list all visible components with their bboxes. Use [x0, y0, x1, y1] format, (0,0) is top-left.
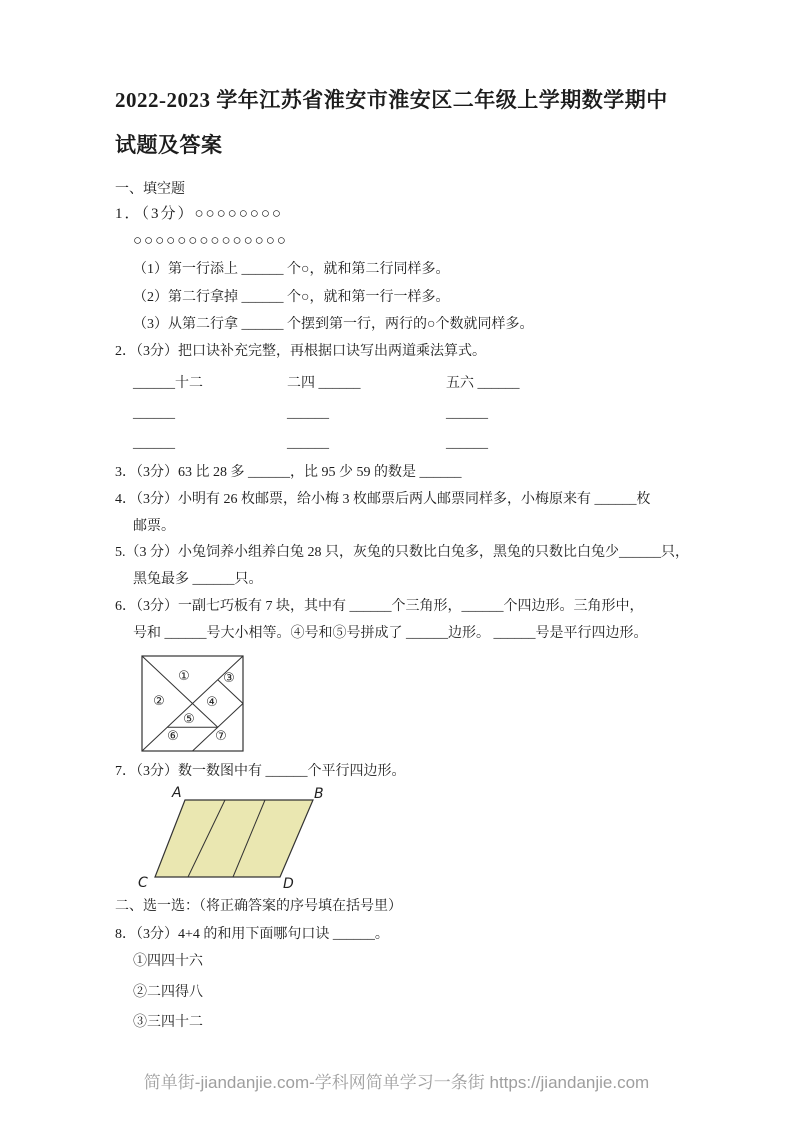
tangram-piece-2-label: ② [153, 694, 165, 709]
document-title-line1: 2022-2023 学年江苏省淮安市淮安区二年级上学期数学期中 [115, 88, 668, 112]
question-5-line1: 5.（3 分）小兔饲养小组养白兔 28 只，灰兔的只数比白兔多，黑兔的只数比白兔少______只， [115, 545, 689, 560]
q2-blank-row3-col3: ______ [446, 436, 488, 451]
tangram-piece-7-label: ⑦ [215, 729, 227, 744]
question-8-option-2: ②二四得八 [133, 985, 203, 1000]
vertex-label-b: B [314, 786, 324, 802]
question-6-line2: 号和 ______号大小相等。④号和⑤号拼成了 ______边形。 ______号是平行四边形。 [133, 626, 648, 641]
q2-blank-row2-col1: ______ [133, 406, 175, 421]
question-1-row2-circles: ○○○○○○○○○○○○○○ [133, 233, 288, 249]
tangram-piece-6-label: ⑥ [167, 729, 179, 744]
q2-mnemonic-1: ______十二 [133, 376, 203, 391]
section-1-heading: 一、填空题 [115, 182, 185, 197]
tangram-figure [140, 653, 246, 755]
question-3-stem: 3．（3分）63 比 28 多 ______，比 95 少 59 的数是 ______ [115, 465, 462, 480]
q2-blank-row3-col2: ______ [287, 436, 329, 451]
parallelogram-shape [155, 800, 313, 877]
tangram-piece-1-label: ① [178, 669, 190, 684]
vertex-label-c: C [138, 875, 148, 890]
question-5-line2: 黑兔最多 ______只。 [133, 572, 263, 587]
question-1-sub1: （1）第一行添上 ______ 个○，就和第二行同样多。 [133, 262, 450, 277]
question-4-line2: 邮票。 [133, 519, 175, 534]
question-1-stem: 1．（3分）○○○○○○○○ [115, 206, 283, 222]
q2-mnemonic-2: 二四 ______ [287, 376, 361, 391]
question-8-stem: 8．（3分）4+4 的和用下面哪句口诀 ______。 [115, 927, 389, 942]
parallelogram-figure [128, 784, 328, 890]
q2-blank-row2-col2: ______ [287, 406, 329, 421]
q2-mnemonic-3: 五六 ______ [446, 376, 520, 391]
question-8-option-3: ③三四十二 [133, 1015, 203, 1030]
tangram-piece-3-label: ③ [223, 671, 235, 686]
tangram-piece-4-label: ④ [206, 695, 218, 710]
question-6-line1: 6．（3分）一副七巧板有 7 块，其中有 ______个三角形，______个四边形。三角形中， [115, 599, 644, 614]
section-2-heading: 二、选一选：（将正确答案的序号填在括号里） [115, 899, 402, 914]
q2-blank-row2-col3: ______ [446, 406, 488, 421]
document-title-line2: 试题及答案 [115, 133, 223, 157]
question-8-option-1: ①四四十六 [133, 954, 203, 969]
question-2-stem: 2．（3分）把口诀补充完整，再根据口诀写出两道乘法算式。 [115, 344, 486, 359]
question-7-stem: 7．（3分）数一数图中有 ______个平行四边形。 [115, 764, 406, 779]
question-1-sub2: （2）第二行拿掉 ______ 个○，就和第一行一样多。 [133, 290, 450, 305]
vertex-label-a: A [172, 785, 182, 801]
q2-blank-row3-col1: ______ [133, 436, 175, 451]
question-1-sub3: （3）从第二行拿 ______ 个摆到第一行，两行的○个数就同样多。 [133, 317, 534, 332]
tangram-piece-5-label: ⑤ [183, 712, 195, 727]
footer-watermark: 简单街-jiandanjie.com-学科网简单学习一条街 https://jiandanjie.com [143, 1073, 650, 1092]
vertex-label-d: D [283, 876, 294, 890]
question-4-line1: 4．（3分）小明有 26 枚邮票，给小梅 3 枚邮票后两人邮票同样多，小梅原来有 ______枚 [115, 492, 651, 507]
